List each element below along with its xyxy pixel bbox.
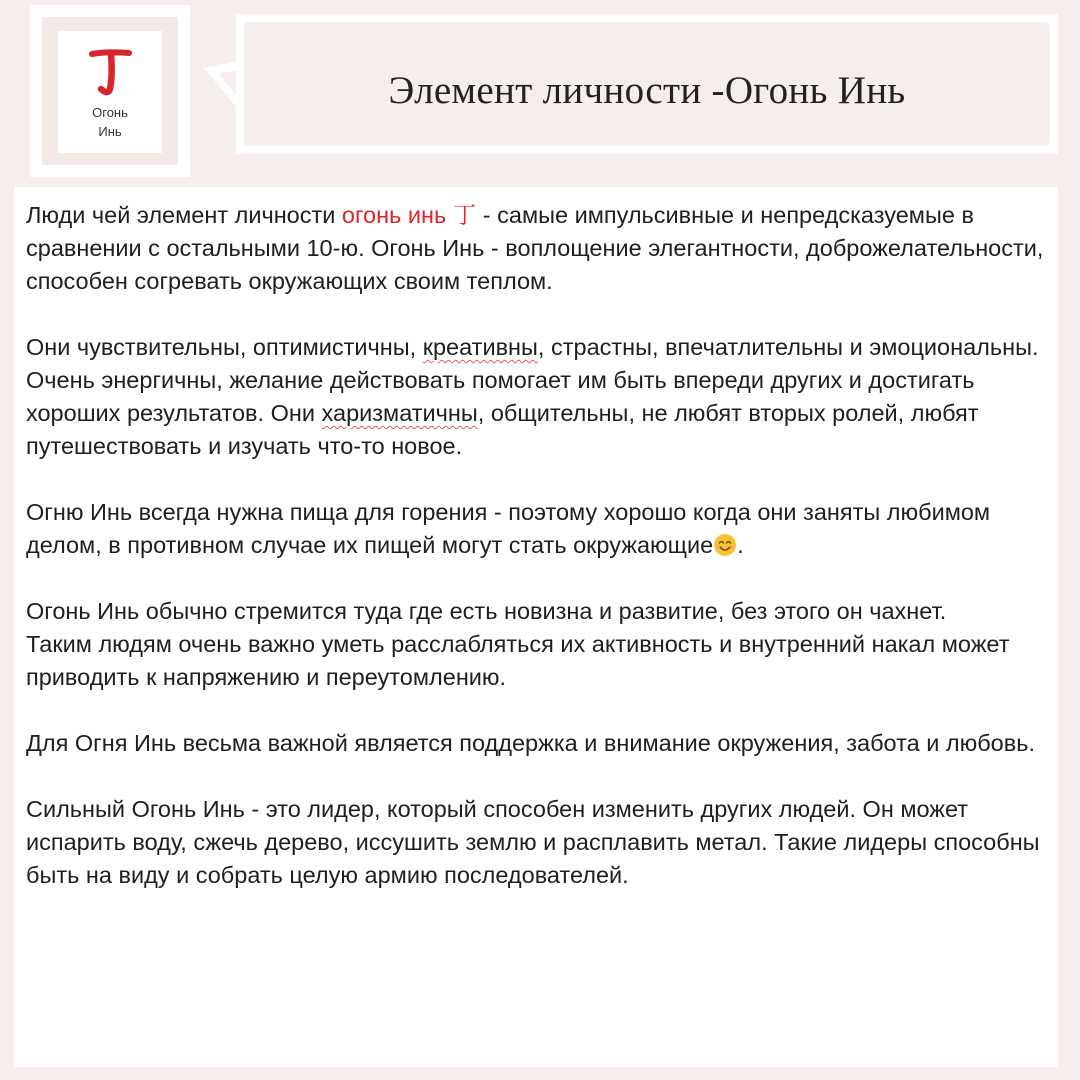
content-card [14,187,1058,1067]
spellcheck-word-charismatic: харизматичны [321,400,478,426]
highlight-fire-yin: огонь инь 丁 [341,202,477,228]
novelty-line-2: Таким людям очень важно уметь расслабляться их активность и внутренний накал может приводить к напряжению и переутомлению. [26,631,1010,690]
fuel-text: Огню Инь всегда нужна пища для горения - поэтому хорошо когда они заняты любимом делом, в противном случае их пищей могут стать окружающие [26,499,991,558]
traits-text-3: , общительны, не любят вторых ролей, любят путешествовать и изучать что-то новое. [26,400,979,459]
intro-text-end: - самые импульсивные и непредсказуемые в сравнении с остальными 10-ю. Огонь Инь - воплощение элегантности, доброжелательности, способен согревать окружающих своим теплом. [26,202,1044,294]
paragraph-support [26,727,1046,760]
logo-frame [30,5,190,177]
intro-text-start: Люди чей элемент личности [26,202,342,228]
paragraph-fuel [26,496,1046,562]
logo-inner-border [42,17,178,165]
support-text: Для Огня Инь весьма важной является поддержка и внимание окружения, забота и любовь. [26,730,1035,756]
logo-tile [58,31,162,153]
paragraph-intro [26,199,1046,298]
logo-caption-line1: Огонь [92,105,128,120]
logo-caption-line2: Инь [98,124,122,139]
title-bubble [236,14,1058,154]
leader-text: Сильный Огонь Инь - это лидер, который способен изменить других людей. Он может испарить воду, сжечь дерево, иссушить землю и расплавить метал. Такие лидеры способны быть на виду и собрать целую армию последователей. [26,796,1040,888]
paragraph-traits [26,331,1046,463]
fuel-text-end: . [737,532,744,558]
traits-text-2: , страстны, впечатлительны и эмоциональны. Очень энергичны, желание действовать помогает им быть впереди других и достигать хороших результатов. Они [26,334,1039,426]
fire-yin-glyph-icon [88,45,132,97]
smiling-face-icon [713,533,737,557]
traits-text-1: Они чувствительны, оптимистичны, [26,334,423,360]
title-bubble-inner [244,22,1050,146]
spellcheck-word-creative: креативны [422,334,538,360]
page-title: Элемент личности -Огонь Инь [388,69,906,112]
paragraph-leader [26,793,1046,892]
paragraph-novelty [26,595,1046,694]
article-body [26,199,1046,892]
logo-caption [58,103,162,141]
novelty-line-1: Огонь Инь обычно стремится туда где есть новизна и развитие, без этого он чахнет. [26,598,947,624]
